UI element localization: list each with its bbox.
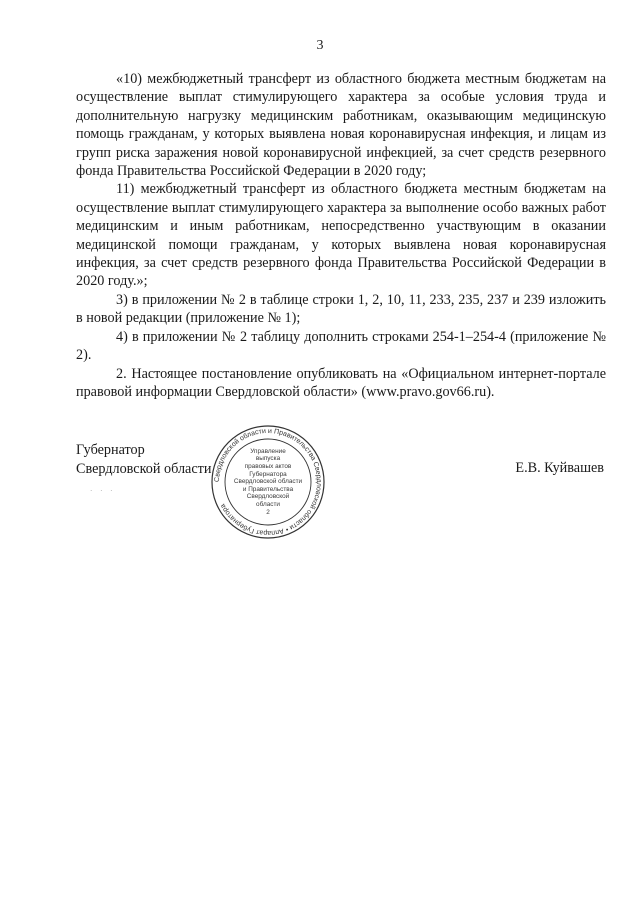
document-body <box>76 70 606 401</box>
signatory-position <box>76 441 211 479</box>
page-number: 3 <box>316 38 324 53</box>
signatory-region: Свердловской области <box>76 461 212 477</box>
stamp-center <box>220 434 316 530</box>
paragraph-item-4: 4) в приложении № 2 таблицу дополнить строками 254-1–254-4 (приложение № 2). <box>76 328 606 364</box>
stamp-line: Управление <box>250 447 286 455</box>
scan-noise: · · · <box>90 487 116 495</box>
stamp-line: выпуска <box>255 455 281 463</box>
paragraph-item-11: 11) межбюджетный трансферт из областного бюджета местным бюджетам на осуществление выплат стимулирующего характера за выполнение особо важных работ медицинским и иным работникам, непосредственно участвующим в оказании медицинской помощи гражданам, у которых выявлена новая коронавирусная инфекция, за счет средств резервного фонда Правительства Российской Федерации в 2020 году.»; <box>76 181 606 290</box>
stamp-line: области <box>256 500 280 508</box>
paragraph-item-3: 3) в приложении № 2 в таблице строки 1, 2, 10, 11, 233, 235, 237 и 239 изложить в новой редакции (приложение № 1); <box>76 291 606 327</box>
stamp-line: 2 <box>266 508 270 516</box>
stamp-line: правовых актов <box>244 463 292 471</box>
stamp-ring-text: Свердловской области и Правительства Свердловской области • Аппарат Губернатора <box>213 427 323 537</box>
paragraph-item-10: «10) межбюджетный трансферт из областного бюджета местным бюджетам на осуществление выплат стимулирующего характера за особые условия труда и дополнительную нагрузку медицинским работникам, оказывающим медицинскую помощь гражданам, у которых выявлена новая коронавирусная инфекция, и лицам из групп риска заражения новой коронавирусной инфекцией, за счет средств резервного фонда Правительства Российской Федерации в 2020 году; <box>76 71 606 180</box>
paragraph-publication: 2. Настоящее постановление опубликовать на «Официальном интернет-портале правовой информации Свердловской области» (www.pravo.gov66.ru). <box>76 365 606 400</box>
official-stamp <box>210 424 326 540</box>
stamp-line: Свердловской <box>246 493 290 501</box>
stamp-line: и Правительства <box>242 485 294 493</box>
stamp-line: Губернатора <box>249 470 287 478</box>
signatory-name: Е.В. Куйвашев <box>515 460 604 476</box>
signatory-title: Губернатор <box>76 442 145 458</box>
stamp-line: Свердловской области <box>233 478 303 486</box>
